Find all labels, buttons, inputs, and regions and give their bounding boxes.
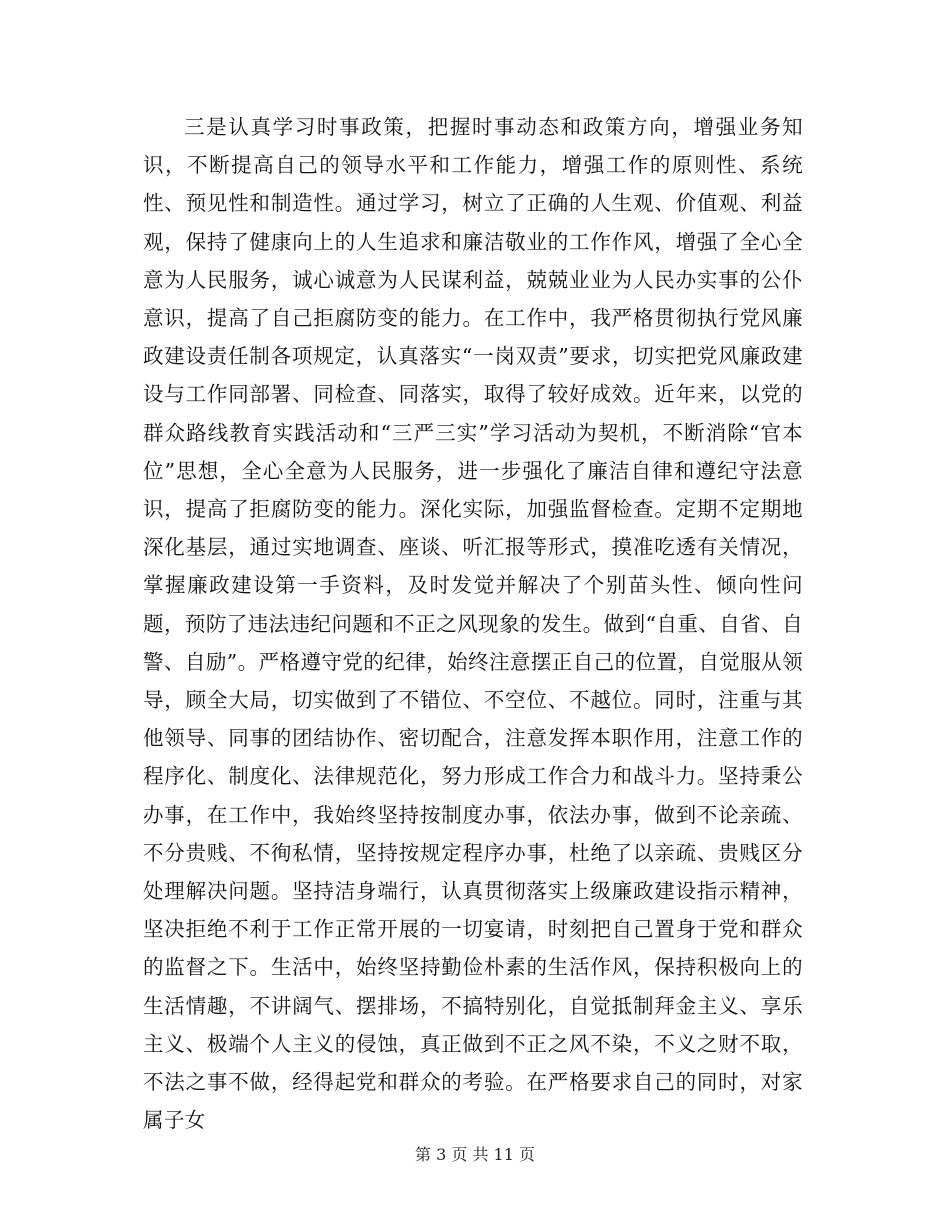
page-number-footer: 第 3 页 共 11 页 — [415, 1145, 535, 1164]
body-paragraph: 三是认真学习时事政策，把握时事动态和政策方向，增强业务知识，不断提高自己的领导水平和工作能力，增强工作的原则性、系统性、预见性和制造性。通过学习，树立了正确的人生观、价值观、利益观，保持了健康向上的人生追求和廉洁敬业的工作作风，增强了全心全意为人民服务，诚心诚意为人民谋利益，兢兢业业为人民办实事的公仆意识，提高了自己拒腐防变的能力。在工作中，我严格贯彻执行党风廉政建设责任制各项规定，认真落实“一岗双责”要求，切实把党风廉政建设与工作同部署、同检查、同落实，取得了较好成效。近年来，以党的群众路线教育实践活动和“三严三实”学习活动为契机，不断消除“官本位”思想，全心全意为人民服务，进一步强化了廉洁自律和遵纪守法意识，提高了拒腐防变的能力。深化实际，加强监督检查。定期不定期地深化基层，通过实地调查、座谈、听汇报等形式，摸准吃透有关情况，掌握廉政建设第一手资料，及时发觉并解决了个别苗头性、倾向性问题，预防了违法违纪问题和不正之风现象的发生。做到“自重、自省、自警、自励”。严格遵守党的纪律，始终注意摆正自己的位置，自觉服从领导，顾全大局，切实做到了不错位、不空位、不越位。同时，注重与其他领导、同事的团结协作、密切配合，注意发挥本职作用，注意工作的程序化、制度化、法律规范化，努力形成工作合力和战斗力。坚持秉公办事，在工作中，我始终坚持按制度办事，依法办事，做到不论亲疏、不分贵贱、不徇私情，坚持按规定程序办事，杜绝了以亲疏、贵贱区分处理解决问题。坚持洁身端行，认真贯彻落实上级廉政建设指示精神，坚决拒绝不利于工作正常开展的一切宴请，时刻把自己置身于党和群众的监督之下。生活中，始终坚持勤俭朴素的生活作风，保持积极向上的生活情趣，不讲阔气、摆排场，不搞特别化，自觉抵制拜金主义、享乐主义、极端个人主义的侵蚀，真正做到不正之风不染，不义之财不取，不法之事不做，经得起党和群众的考验。在严格要求自己的同时，对家属子女 — [143, 115, 803, 1133]
